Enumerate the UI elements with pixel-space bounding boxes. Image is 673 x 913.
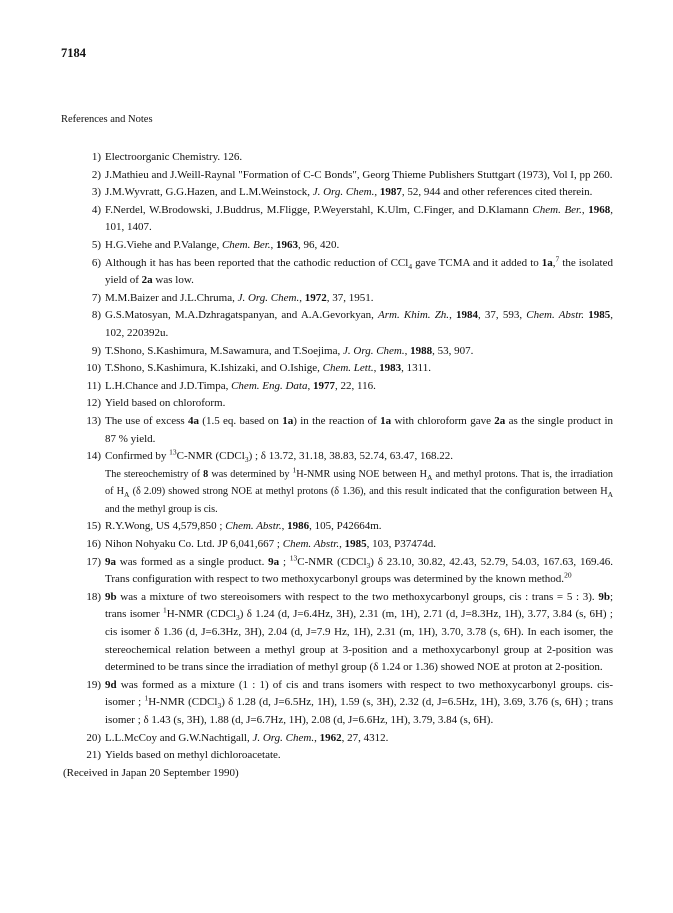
reference-item	[61, 255, 613, 290]
reference-number: 9)	[91, 344, 101, 357]
reference-number: 12)	[86, 397, 101, 410]
reference-number: 2)	[91, 168, 101, 181]
reference-number: 16)	[86, 538, 101, 551]
page-number: 7184	[61, 46, 86, 60]
reference-text: R.Y.Wong, US 4,579,850 ; Chem. Abstr., 1986, 105, P42664m.	[105, 520, 382, 533]
reference-text: The use of excess 4a (1.5 eq. based on 1a) in the reaction of 1a with chloroform gave 2a as the single product in 87 % yield.	[105, 414, 613, 445]
reference-text: J.Mathieu and J.Weill-Raynal "Formation of C-C Bonds", Georg Thieme Publishers Stuttgart (1973), Vol I, pp 260.	[105, 168, 613, 181]
reference-text: F.Nerdel, W.Brodowski, J.Buddrus, M.Fligge, P.Weyerstahl, K.Ulm, C.Finger, and D.Klamann Chem. Ber., 1968, 101, 1407.	[105, 203, 614, 234]
reference-number: 17)	[86, 555, 101, 568]
reference-text: Yields based on methyl dichloroacetate.	[105, 749, 281, 762]
reference-text: Confirmed by $^{13}$C-NMR (CDCl$_3$) ; δ 13.72, 31.18, 38.83, 52.74, 63.47, 168.22.	[105, 447, 453, 465]
reference-item	[61, 149, 613, 167]
reference-number: 3)	[91, 186, 101, 199]
reference-text: L.L.McCoy and G.W.Nachtigall, J. Org. Chem., 1962, 27, 4312.	[105, 731, 389, 744]
section-heading: References and Notes	[61, 114, 153, 125]
reference-number: 13)	[86, 414, 101, 427]
reference-text: M.M.Baizer and J.L.Chruma, J. Org. Chem., 1972, 37, 1951.	[105, 291, 374, 304]
reference-text: 9d was formed as a mixture (1 : 1) of cis and trans isomers with respect to two methoxycarbonyl groups. cis-isomer ; $^1$H-NMR (CDCl$_3$) δ 1.28 (d, J=6.5Hz, 1H), 1.59 (s, 3H), 2.32 (d, J=6.5Hz, 1H), 3.69, 3.76 (s, 6H) ; trans isomer ; δ 1.43 (s, 3H), 1.88 (d, J=6.7Hz, 1H), 2.08 (d, J=6.6Hz, 1H), 3.79, 3.84 (s, 6H).	[105, 678, 613, 726]
reference-text: Electroorganic Chemistry. 126.	[105, 151, 243, 163]
reference-number: 20)	[86, 731, 101, 744]
reference-number: 10)	[86, 362, 101, 375]
reference-text: L.H.Chance and J.D.Timpa, Chem. Eng. Data, 1977, 22, 116.	[105, 379, 376, 392]
reference-text: T.Shono, S.Kashimura, K.Ishizaki, and O.Ishige, Chem. Lett., 1983, 1311.	[105, 362, 432, 375]
reference-item	[61, 378, 613, 396]
reference-number: 19)	[86, 678, 101, 691]
reference-number: 14)	[86, 450, 101, 463]
reference-text: 9a was formed as a single product. 9a ; $^{13}$C-NMR (CDCl$_3$) δ 23.10, 30.82, 42.43, 52.79, 54.03, 167.63, 169.46. Trans configuration with respect to two methoxycarbonyl groups was determined by the known method.$^{20}$	[105, 553, 613, 586]
reference-number: 21)	[86, 749, 101, 762]
reference-number: 11)	[86, 379, 101, 392]
reference-item	[61, 518, 613, 536]
reference-item	[61, 237, 613, 255]
reference-text: J.M.Wyvratt, G.G.Hazen, and L.M.Weinstock, J. Org. Chem., 1987, 52, 944 and other references cited therein.	[105, 186, 593, 199]
reference-text: Yield based on chloroform.	[105, 397, 226, 410]
reference-item	[61, 343, 613, 361]
reference-note: The stereochemistry of 8 was determined by $^1$H-NMR using NOE between $H_A$ and methyl protons. That is, the irradiation of $H_A$ (δ 2.09) showed strong NOE at methyl protons (δ 1.36), and this result indicated that the configuration between $H_A$ and the methyl group is cis.	[105, 465, 614, 515]
reference-text: 9b was a mixture of two stereoisomers with respect to the two methoxycarbonyl groups, cis : trans = 5 : 3). 9b; trans isomer $^1$H-NMR (CDCl$_3$) δ 1.24 (d, J=6.4Hz, 3H), 2.31 (m, 1H), 2.71 (d, J=8.3Hz, 1H), 3.77, 3.84 (s, 6H) ; cis isomer δ 1.36 (d, J=6.3Hz, 3H), 2.04 (d, J=7.9 Hz, 1H), 2.31 (m, 1H), 3.70, 3.78 (s, 6H). In each isomer, the stereochemical relation between a methyl group at 3-position and a methoxycarbonyl group at 2-position was determined to be trans since the irradiation of methyl group (δ 1.24 or 1.36) showed NOE at proton at 2-position.	[105, 590, 613, 674]
reference-item	[61, 554, 613, 589]
reference-item	[61, 413, 613, 448]
reference-text: H.G.Viehe and P.Valange, Chem. Ber., 1963, 96, 420.	[105, 238, 340, 251]
reference-item	[61, 167, 613, 185]
reference-number: 7)	[91, 291, 101, 304]
reference-number: 5)	[91, 238, 101, 251]
references-list	[61, 149, 613, 782]
reference-text: Nihon Nohyaku Co. Ltd. JP 6,041,667 ; Chem. Abstr., 1985, 103, P37474d.	[105, 538, 436, 551]
reference-number: 6)	[91, 256, 101, 269]
reference-item	[61, 307, 613, 342]
reference-item	[61, 730, 613, 748]
reference-item	[61, 677, 613, 730]
reference-text: Although it has has been reported that the cathodic reduction of CCl$_4$ gave TCMA and it added to 1a,$^7$ the isolated yield of 2a was low.	[105, 253, 613, 287]
reference-number: 1)	[91, 151, 101, 163]
reference-item	[61, 290, 613, 308]
reference-text: T.Shono, S.Kashimura, M.Sawamura, and T.Soejima, J. Org. Chem., 1988, 53, 907.	[105, 344, 474, 357]
reference-number: 15)	[86, 520, 101, 533]
reference-text: G.S.Matosyan, M.A.Dzhragatspanyan, and A.A.Gevorkyan, Arm. Khim. Zh., 1984, 37, 593, Chem. Abstr. 1985, 102, 220392u.	[105, 309, 613, 339]
received-date: (Received in Japan 20 September 1990)	[63, 766, 239, 779]
reference-item	[61, 360, 613, 378]
reference-item	[61, 589, 613, 677]
reference-item	[61, 536, 613, 554]
reference-item	[61, 747, 613, 765]
reference-item	[61, 448, 613, 518]
reference-item	[61, 202, 613, 237]
reference-number: 8)	[91, 309, 101, 322]
reference-number: 4)	[91, 203, 101, 216]
reference-number: 18)	[86, 590, 101, 603]
reference-item	[61, 395, 613, 413]
reference-item	[61, 184, 613, 202]
